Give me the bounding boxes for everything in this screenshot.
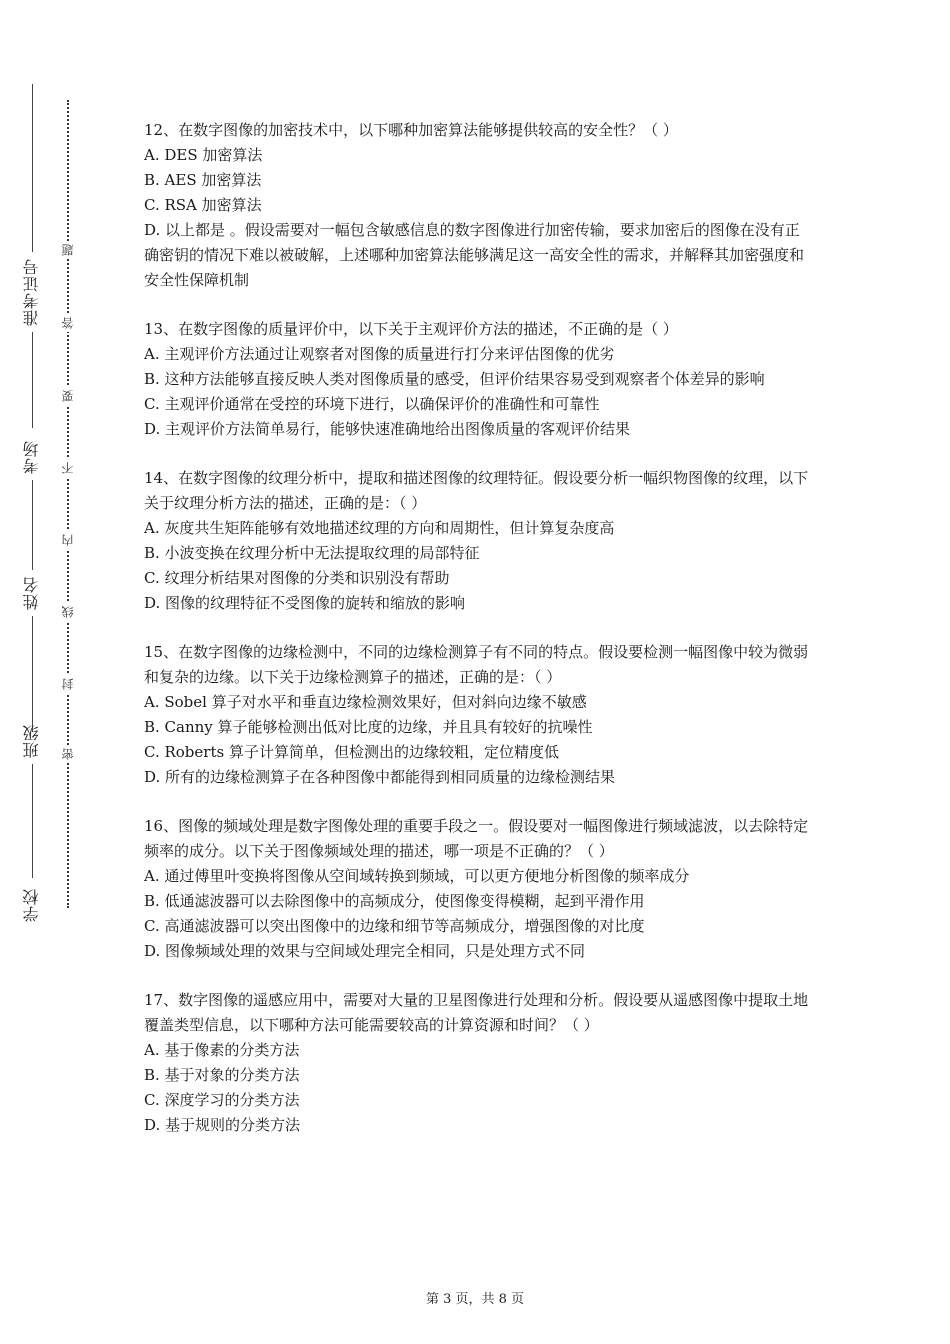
option-c: C. RSA 加密算法 bbox=[144, 196, 262, 214]
option-b: B. AES 加密算法 bbox=[144, 171, 262, 189]
seal-char: 封 bbox=[59, 675, 77, 693]
question-15 bbox=[144, 640, 809, 790]
field-school bbox=[24, 882, 40, 928]
option-b: B. Canny 算子能够检测出低对比度的边缘，并且具有较好的抗噪性 bbox=[144, 718, 593, 736]
option-a: A. DES 加密算法 bbox=[144, 146, 263, 164]
seal-char: 内 bbox=[59, 531, 77, 549]
seal-char: 密 bbox=[59, 745, 77, 763]
question-stem: 14、在数字图像的纹理分析中，提取和描述图像的纹理特征。假设要分析一幅织物图像的纹理，以下关于纹理分析方法的描述，正确的是：（ ） bbox=[144, 469, 809, 512]
field-exam-number bbox=[24, 84, 40, 428]
field-exam-room-label: 考场 bbox=[22, 440, 41, 474]
option-c: C. 纹理分析结果对图像的分类和识别没有帮助 bbox=[144, 569, 450, 587]
option-c: C. 高通滤波器可以突出图像中的边缘和细节等高频成分，增强图像的对比度 bbox=[144, 917, 645, 935]
option-d: D. 图像的纹理特征不受图像的旋转和缩放的影响 bbox=[144, 594, 466, 612]
field-exam-number-label: 准考证号 bbox=[22, 258, 41, 326]
option-d: D. 所有的边缘检测算子在各种图像中都能得到相同质量的边缘检测结果 bbox=[144, 768, 616, 786]
option-d: D. 以上都是 。假设需要对一幅包含敏感信息的数字图像进行加密传输，要求加密后的图像在没有正确密钥的情况下难以被破解，上述哪种加密算法能够满足这一高安全性的需求，并解释其加密强度和安全性保障机制 bbox=[144, 221, 805, 289]
option-a: A. 主观评价方法通过让观察者对图像的质量进行打分来评估图像的优劣 bbox=[144, 345, 615, 363]
option-a: A. 通过傅里叶变换将图像从空间域转换到频域，可以更方便地分析图像的频率成分 bbox=[144, 867, 690, 885]
field-exam-room bbox=[24, 434, 40, 570]
option-b: B. 这种方法能够直接反映人类对图像质量的感受，但评价结果容易受到观察者个体差异的影响 bbox=[144, 370, 765, 388]
page-number: 第 3 页，共 8 页 bbox=[425, 1292, 525, 1307]
option-c: C. 主观评价通常在受控的环境下进行，以确保评价的准确性和可靠性 bbox=[144, 395, 600, 413]
field-school-label: 学校 bbox=[22, 888, 41, 922]
seal-char: 线 bbox=[59, 603, 77, 621]
option-b: B. 小波变换在纹理分析中无法提取纹理的局部特征 bbox=[144, 544, 480, 562]
question-12 bbox=[144, 118, 809, 293]
option-c: C. Roberts 算子计算简单，但检测出的边缘较粗，定位精度低 bbox=[144, 743, 559, 761]
seal-line bbox=[67, 100, 69, 908]
seal-char: 要 bbox=[59, 387, 77, 405]
field-class bbox=[24, 718, 40, 878]
option-a: A. 灰度共生矩阵能够有效地描述纹理的方向和周期性，但计算复杂度高 bbox=[144, 519, 615, 537]
seal-char: 不 bbox=[59, 459, 77, 477]
option-a: A. Sobel 算子对水平和垂直边缘检测效果好，但对斜向边缘不敏感 bbox=[144, 693, 587, 711]
option-b: B. 基于对象的分类方法 bbox=[144, 1066, 300, 1084]
option-d: D. 主观评价方法简单易行，能够快速准确地给出图像质量的客观评价结果 bbox=[144, 420, 631, 438]
field-class-label: 班级 bbox=[22, 724, 41, 758]
field-name-label: 姓名 bbox=[22, 576, 41, 610]
question-stem: 17、数字图像的遥感应用中，需要对大量的卫星图像进行处理和分析。假设要从遥感图像中提取土地覆盖类型信息，以下哪种方法可能需要较高的计算资源和时间？（ ） bbox=[144, 991, 809, 1034]
question-13 bbox=[144, 317, 809, 442]
option-b: B. 低通滤波器可以去除图像中的高频成分，使图像变得模糊，起到平滑作用 bbox=[144, 892, 645, 910]
option-c: C. 深度学习的分类方法 bbox=[144, 1091, 300, 1109]
question-stem: 15、在数字图像的边缘检测中，不同的边缘检测算子有不同的特点。假设要检测一幅图像中较为微弱和复杂的边缘。以下关于边缘检测算子的描述，正确的是：（ ） bbox=[144, 643, 809, 686]
question-stem: 13、在数字图像的质量评价中，以下关于主观评价方法的描述，不正确的是（ ） bbox=[144, 320, 678, 338]
option-d: D. 基于规则的分类方法 bbox=[144, 1116, 301, 1134]
question-stem: 16、图像的频域处理是数字图像处理的重要手段之一。假设要对一幅图像进行频域滤波，以去除特定频率的成分。以下关于图像频域处理的描述，哪一项是不正确的？（ ） bbox=[144, 817, 809, 860]
question-list bbox=[144, 118, 809, 1162]
question-stem: 12、在数字图像的加密技术中，以下哪种加密算法能够提供较高的安全性？（ ） bbox=[144, 121, 678, 139]
question-17 bbox=[144, 988, 809, 1138]
question-16 bbox=[144, 814, 809, 964]
option-a: A. 基于像素的分类方法 bbox=[144, 1041, 300, 1059]
seal-char: 答 bbox=[59, 314, 77, 332]
field-name bbox=[24, 570, 40, 732]
option-d: D. 图像频域处理的效果与空间域处理完全相同，只是处理方式不同 bbox=[144, 942, 586, 960]
seal-char: 题 bbox=[59, 241, 77, 259]
question-14 bbox=[144, 466, 809, 616]
